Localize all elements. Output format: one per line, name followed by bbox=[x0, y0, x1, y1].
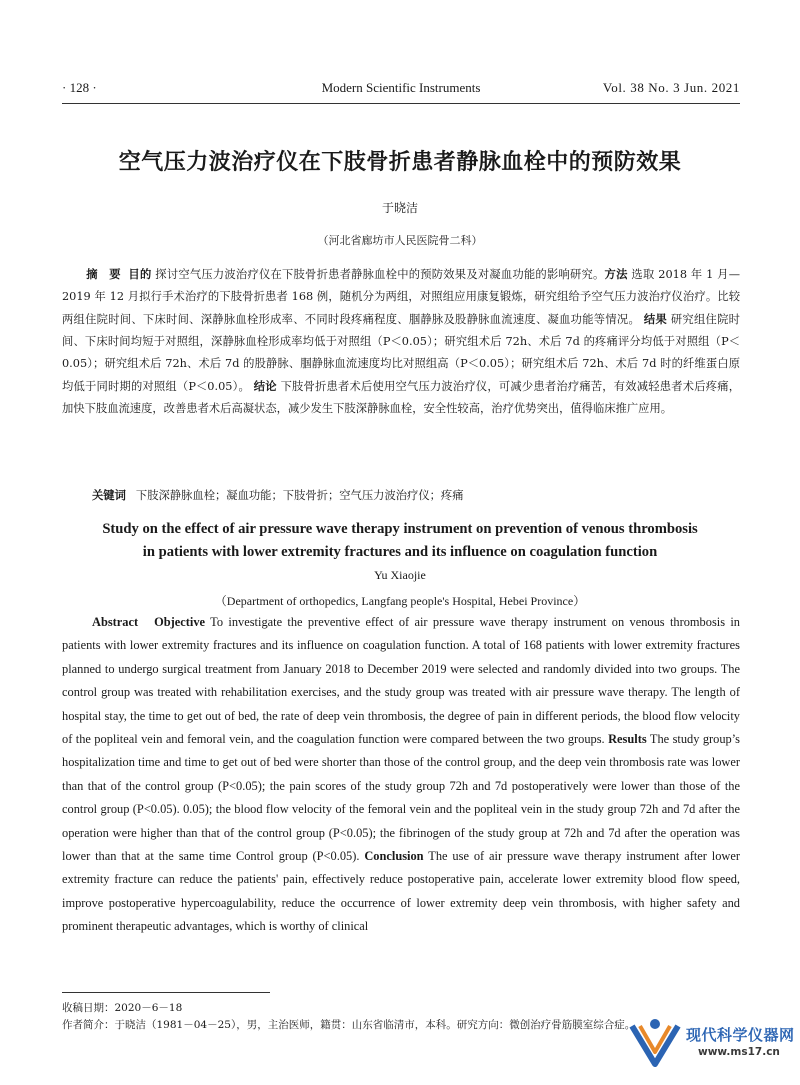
cn-affiliation: （河北省廊坊市人民医院骨二科） bbox=[317, 234, 483, 247]
en-abstract bbox=[62, 611, 740, 939]
en-conclusion-text: The use of air pressure wave therapy instrument after lower extremity fracture can reduce the patients' pain, effectively reduce postoperative pain, accelerate lower extremity blood flow speed, improve postoperative hypercoagulability, reduce the occurrence of lower extremity deep vein thrombosis, with higher safety and prominent therapeutic advantages, which is worthy of clinical bbox=[62, 849, 741, 934]
cn-results-text: 研究组住院时间、下床时间均短于对照组，深静脉血栓形成率均低于对照组（P＜0.05）；研究组术后 72h、术后 7d 的疼痛评分均低于对照组（P＜0.05）；研究组术后 72h、术后 7d 的股静脉、腘静脉血流速度均比对照组高（P＜0.05）；研究组术后 72h、术后 7d 时的纤维蛋白原均低于同时期的对照组（P＜0.05）。 bbox=[62, 313, 740, 393]
en-results-text: The study group’s hospitalization time and time to get out of bed were shorter than those of the control group, and the deep vein thrombosis rate was lower than that of the control group (P<0.05); the pain scores of the study group 72h and 7d postoperatively were lower than those of the control group (P<0.05). 0.05); the blood flow velocity of the femoral vein and the popliteal vein in the study group 72h and 7d after the operation were higher than that of the control group (P<0.05); the fibrinogen of the study group at 72h and 7d after the operation was lower than that at the same time Control group (P<0.05). bbox=[62, 732, 741, 864]
cn-conclusion-text: 下肢骨折患者术后使用空气压力波治疗仪，可减少患者治疗痛苦，有效减轻患者术后疼痛，加快下肢血流速度，改善患者术后高凝状态，减少发生下肢深静脉血栓，安全性较高，治疗优势突出，值得临床推广应用。 bbox=[62, 380, 741, 415]
footnote-rule bbox=[62, 992, 270, 993]
footnote-author-bio: 作者简介：于晓洁（1981－04－25），男，主治医师，籍贯：山东省临清市，本科。研究方向：微创治疗骨筋膜室综合症。 bbox=[62, 1019, 636, 1031]
en-author: Yu Xiaojie bbox=[374, 568, 426, 582]
cn-title: 空气压力波治疗仪在下肢骨折患者静脉血栓中的预防效果 bbox=[118, 149, 682, 175]
cn-author: 于晓洁 bbox=[381, 201, 418, 215]
watermark-url: www.ms17.cn bbox=[698, 1046, 780, 1058]
cn-methods-text: 选取 2018 年 1 月—2019 年 12 月拟行手术治疗的下肢骨折患者 168 例，随机分为两组，对照组应用康复锻炼，研究组给予空气压力波治疗仪治疗。比较两组住院时间、下床时间、深静脉血栓形成率、不同时段疼痛程度、腘静脉及股静脉血流速度、凝血功能等情况。 bbox=[62, 268, 740, 326]
cn-objective-text: 探讨空气压力波治疗仪在下肢骨折患者静脉血栓中的预防效果及对凝血功能的影响研究。 bbox=[155, 268, 605, 281]
cn-keywords bbox=[92, 484, 740, 507]
en-affiliation: （Department of orthopedics, Langfang people's Hospital, Hebei Province） bbox=[214, 594, 586, 608]
cn-objective-label: 目的 bbox=[128, 267, 152, 281]
cn-methods-label: 方法 bbox=[604, 267, 628, 281]
page-number: · 128 · bbox=[62, 80, 97, 95]
issue-info: Vol. 38 No. 3 Jun. 2021 bbox=[602, 80, 740, 95]
running-header bbox=[62, 80, 740, 100]
cn-keywords-text: 下肢深静脉血栓；凝血功能；下肢骨折；空气压力波治疗仪；疼痛 bbox=[135, 489, 464, 502]
en-objective-label: Objective bbox=[154, 615, 206, 629]
header-rule bbox=[62, 103, 740, 104]
site-watermark bbox=[626, 1012, 796, 1072]
cn-conclusion-label: 结论 bbox=[253, 379, 277, 393]
cn-keywords-label: 关键词 bbox=[92, 488, 126, 502]
watermark-logo-icon bbox=[626, 1012, 684, 1070]
en-abstract-label: Abstract bbox=[92, 615, 139, 629]
watermark-site-name: 现代科学仪器网 bbox=[686, 1026, 795, 1044]
cn-abstract bbox=[62, 263, 740, 420]
cn-abstract-label: 摘 要 bbox=[86, 267, 121, 281]
cn-results-label: 结果 bbox=[643, 312, 668, 326]
en-title-line-1: Study on the effect of air pressure wave therapy instrument on prevention of venous thrombosis bbox=[102, 521, 698, 537]
en-title-line-2: in patients with lower extremity fractures and its influence on coagulation function bbox=[142, 544, 658, 560]
footnote-received-date: 收稿日期：2020－6－18 bbox=[62, 1002, 183, 1014]
en-objective-text: To investigate the preventive effect of air pressure wave therapy instrument on venous thrombosis in patients with lower extremity fractures and its influence on coagulation function. A total of 168 patients with lower extremity fractures planned to undergo surgical treatment from January 2018 to December 2019 were selected and randomly divided into two groups. The control group was treated with rehabilitation exercises, and the study group was treated with air pressure wave therapy. The length of hospital stay, the time to get out of bed, the rate of deep vein thrombosis, the degree of pain in different periods, the blood flow velocity of the popliteal vein and femoral vein, and the coagulation function were compared between the two groups. bbox=[62, 615, 741, 747]
journal-name: Modern Scientific Instruments bbox=[321, 80, 481, 95]
en-title bbox=[0, 518, 800, 564]
en-conclusion-label: Conclusion bbox=[364, 849, 424, 864]
en-results-label: Results bbox=[608, 732, 647, 747]
